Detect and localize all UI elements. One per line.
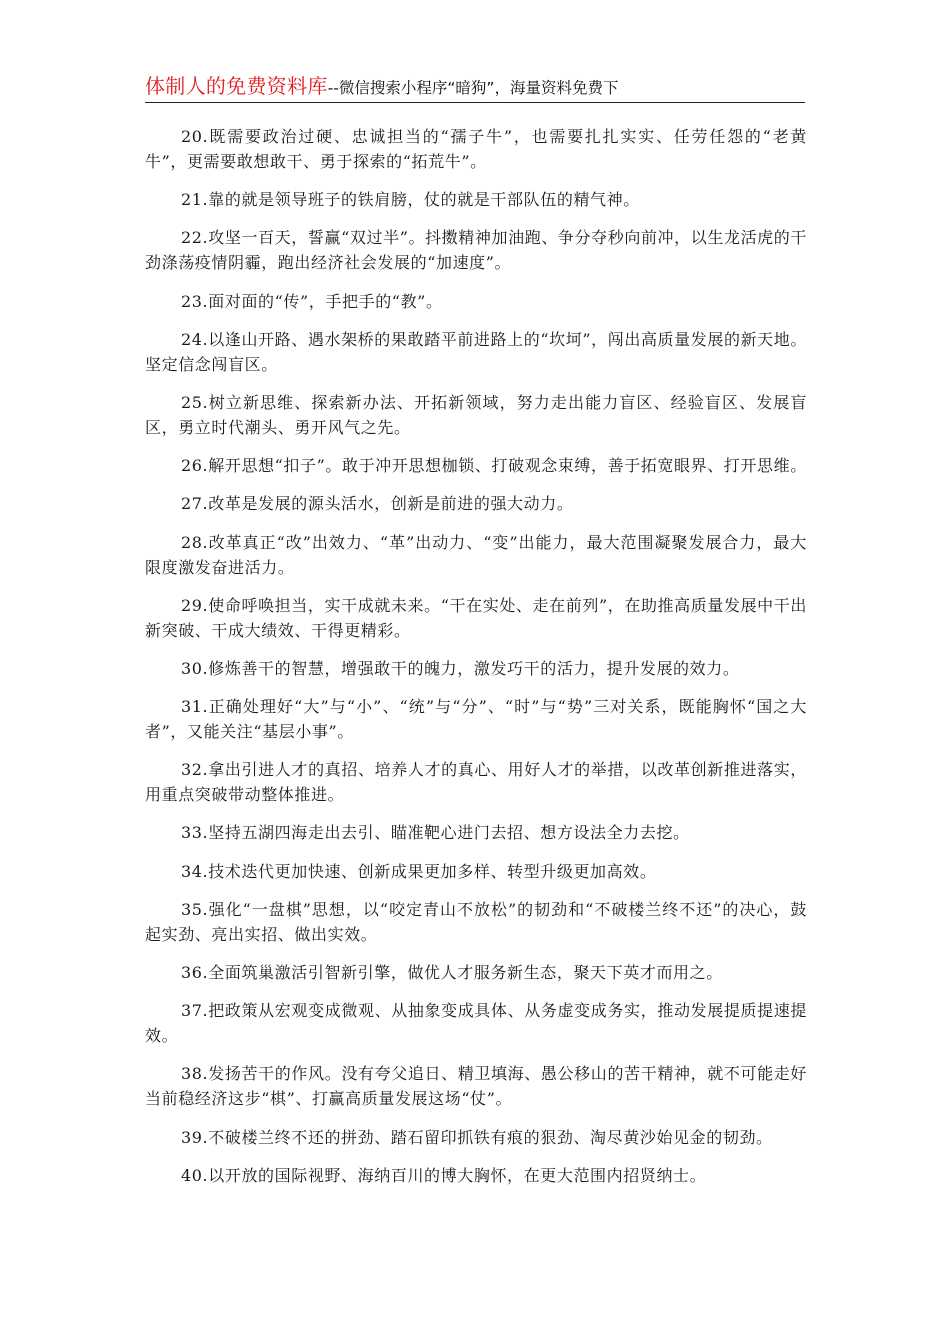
list-item: 36.全面筑巢激活引智新引擎，做优人才服务新生态，聚天下英才而用之。 [181, 963, 723, 982]
list-item: 40.以开放的国际视野、海纳百川的博大胸怀，在更大范围内招贤纳士。 [181, 1165, 707, 1185]
list-item: 31.正确处理好“大”与“小”、“统”与“分”、“时”与“势”三对关系，既能胸怀“国之大者”，又能关注“基层小事”。 [145, 697, 807, 742]
list-item: 26.解开思想“扣子”。敢于冲开思想枷锁、打破观念束缚，善于拓宽眼界、打开思维。 [181, 456, 807, 476]
list-item: 27.改革是发展的源头活水，创新是前进的强大动力。 [181, 494, 574, 514]
list-item: 23.面对面的“传”，手把手的“教”。 [181, 291, 443, 311]
list-item: 22.攻坚一百天，誓赢“双过半”。抖擞精神加油跑、争分夺秒向前冲，以生龙活虎的干劲涤荡疫情阴霾，跑出经济社会发展的“加速度”。 [145, 228, 807, 273]
list-item: 28.改革真正“改”出效力、“革”出动力、“变”出能力，最大范围凝聚发展合力，最大限度激发奋进活力。 [145, 532, 807, 577]
list-item: 39.不破楼兰终不还的拼劲、踏石留印抓铁有痕的狠劲、淘尽黄沙始见金的韧劲。 [181, 1127, 773, 1147]
list-item: 35.强化“一盘棋”思想，以“咬定青山不放松”的韧劲和“不破楼兰终不还”的决心，鼓起实劲、亮出实招、做出实效。 [145, 899, 807, 944]
document-body [145, 124, 807, 1201]
list-item: 21.靠的就是领导班子的铁肩膀，仗的就是干部队伍的精气神。 [181, 190, 640, 210]
header-title: 体制人的免费资料库 [145, 74, 328, 98]
list-item: 24.以逢山开路、遇水架桥的果敢踏平前进路上的“坎坷”，闯出高质量发展的新天地。坚定信念闯盲区。 [145, 329, 807, 374]
header-subtitle: --微信搜索小程序“暗狗”，海量资料免费下 [327, 79, 619, 97]
list-item: 29.使命呼唤担当，实干成就未来。“干在实处、走在前列”，在助推高质量发展中干出新突破、干成大绩效、干得更精彩。 [145, 595, 807, 640]
list-item: 25.树立新思维、探索新办法、开拓新领域，努力走出能力盲区、经验盲区、发展盲区，勇立时代潮头、勇开风气之先。 [145, 392, 807, 437]
list-item: 38.发扬苦干的作风。没有夸父追日、精卫填海、愚公移山的苦干精神，就不可能走好当前稳经济这步“棋”、打赢高质量发展这场“仗”。 [145, 1064, 807, 1109]
list-item: 30.修炼善干的智慧，增强敢干的魄力，激发巧干的活力，提升发展的效力。 [181, 658, 740, 678]
list-item: 34.技术迭代更加快速、创新成果更加多样、转型升级更加高效。 [181, 861, 657, 881]
list-item: 32.拿出引进人才的真招、培养人才的真心、用好人才的举措，以改革创新推进落实，用重点突破带动整体推进。 [145, 760, 807, 805]
page-header [145, 72, 805, 103]
list-item: 33.坚持五湖四海走出去引、瞄准靶心进门去招、想方设法全力去挖。 [181, 823, 690, 843]
list-item: 37.把政策从宏观变成微观、从抽象变成具体、从务虚变成务实，推动发展提质提速提效。 [145, 1001, 807, 1046]
list-item: 20.既需要政治过硬、忠诚担当的“孺子牛”，也需要扎扎实实、任劳任怨的“老黄牛”，更需要敢想敢干、勇于探索的“拓荒牛”。 [145, 127, 807, 171]
